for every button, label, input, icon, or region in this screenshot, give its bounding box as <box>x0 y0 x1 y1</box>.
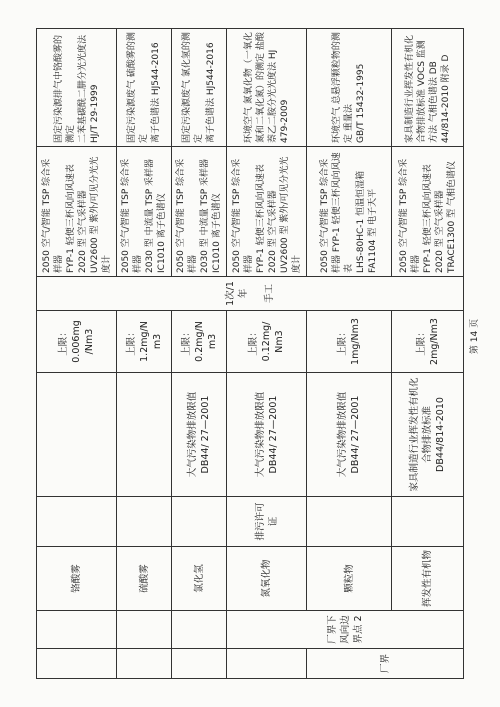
method-cell: 固定污染源排气中铬酸雾的测定 二苯基碳酰二肼分光光度法 HJ/T 29-1999 <box>37 29 117 147</box>
limit-cell: 上限： 0.006mg /Nm3 <box>37 311 117 373</box>
limit-cell: 上限： 0.2mg/N m3 <box>172 311 227 373</box>
table-row <box>227 29 307 679</box>
pollutant-cell: 铬酸雾 <box>37 547 117 611</box>
table-row <box>117 29 172 679</box>
standard-cell: 大气污染物排放限值 DB44/ 27—2001 <box>227 373 307 497</box>
equipment-cell: 2050 空气/智能 TSP 综合采样器 FYP-1 轻便三杯风向风速表 2020 型 空气采样器 UV2600 型 紫外/可见分光光度计 <box>37 147 117 277</box>
blank-cell <box>117 497 172 547</box>
blank-cell <box>37 497 117 547</box>
standard-cell: 大气污染物排放限值 DB44/ 27—2001 <box>307 373 392 497</box>
equipment-cell: 2050 空气/智能 TSP 综合采样器 FYP-1 轻便三杯风向风速表 2020 型 空气采样器 TRACE1300 型 气相色谱仪 <box>392 147 464 277</box>
pollutant-cell: 硫酸雾 <box>117 547 172 611</box>
limit-cell: 上限： 0.12mg/ Nm3 <box>227 311 307 373</box>
mode-text: 手工 <box>264 284 275 304</box>
method-cell: 环境空气 氮氧化物（一氧化氮和二氧化氮）的测定 盐酸萘乙二胺分光光度法 HJ 479-2009 <box>227 29 307 147</box>
pollutant-cell: 氮氧化物 <box>227 547 307 611</box>
pollutant-cell: 挥发性有机物 <box>392 547 464 611</box>
standard-cell: 大气污染物排放限值 DB44/ 27—2001 <box>172 373 227 497</box>
blank-cell <box>37 611 117 649</box>
table-row <box>392 29 464 679</box>
pollutant-cell: 氯化氢 <box>172 547 227 611</box>
rotated-sheet <box>36 29 463 679</box>
standard-cell: 家具制造行业挥发性有机化合物排放标准 DB44/814-2010 <box>392 373 464 497</box>
blank-cell <box>117 373 172 497</box>
blank-cell <box>172 649 227 679</box>
blank-cell <box>37 649 117 679</box>
blank-cell <box>117 649 172 679</box>
blank-cell <box>392 497 464 547</box>
blank-cell <box>307 497 392 547</box>
blank-cell <box>172 611 227 649</box>
blank-cell <box>37 373 117 497</box>
method-cell: 固定污染源废气 氯化氢的测定 离子色谱法 HJ544-2016 <box>172 29 227 147</box>
equipment-cell: 2050 空气/智能 TSP 综合采样器 FYP-1 轻便三杯风向风速表 2020 型 空气采样器 UV2600 型 紫外/可见分光光度计 <box>227 147 307 277</box>
pollutant-cell: 颗粒物 <box>307 547 392 611</box>
table-row <box>307 29 392 679</box>
limit-cell: 上限： 1mg/Nm3 <box>307 311 392 373</box>
blank-cell <box>117 611 172 649</box>
equipment-cell: 2050 空气/智能 TSP 综合采样器 FYP-1 轻便三杯风向风速表 LHS-80HC-1 恒温恒湿箱 FA1104 型 电子天平 <box>307 147 392 277</box>
frequency-cell <box>37 277 464 311</box>
location-cell: 厂界下风向边界点 2 <box>227 611 464 649</box>
equipment-cell: 2050 空气/智能 TSP 综合采样器 2030 型 中流量 TSP 采样器 IC1010 离子色谱仪 <box>117 147 172 277</box>
blank-cell <box>172 497 227 547</box>
monitoring-table <box>36 28 464 679</box>
limit-cell: 上限： 2mg/Nm3 <box>392 311 464 373</box>
method-cell: 环境空气 总悬浮颗粒物的测定 重量法 GB/T 15432-1995 <box>307 29 392 147</box>
permit-cell: 排污许可证 <box>227 497 307 547</box>
method-cell: 家具制造行业挥发性有机化合物排放标准 VOCS 监测方法 气相色谱法 DB 44/814-2010 附录 D <box>392 29 464 147</box>
boundary-cell: 厂界 <box>307 649 464 679</box>
table-row <box>172 29 227 679</box>
equipment-cell: 2050 空气/智能 TSP 综合采样器 2030 型 中流量 TSP 采样器 IC1010 离子色谱仪 <box>172 147 227 277</box>
page-number: 第 14 页 <box>470 318 481 355</box>
frequency-text: 1次/1年 <box>225 281 249 306</box>
table-row <box>37 29 117 679</box>
method-cell: 固定污染源废气 硫酸雾的测定 离子色谱法 HJ544-2016 <box>117 29 172 147</box>
blank-cell <box>227 649 307 679</box>
limit-cell: 上限： 1.2mg/N m3 <box>117 311 172 373</box>
